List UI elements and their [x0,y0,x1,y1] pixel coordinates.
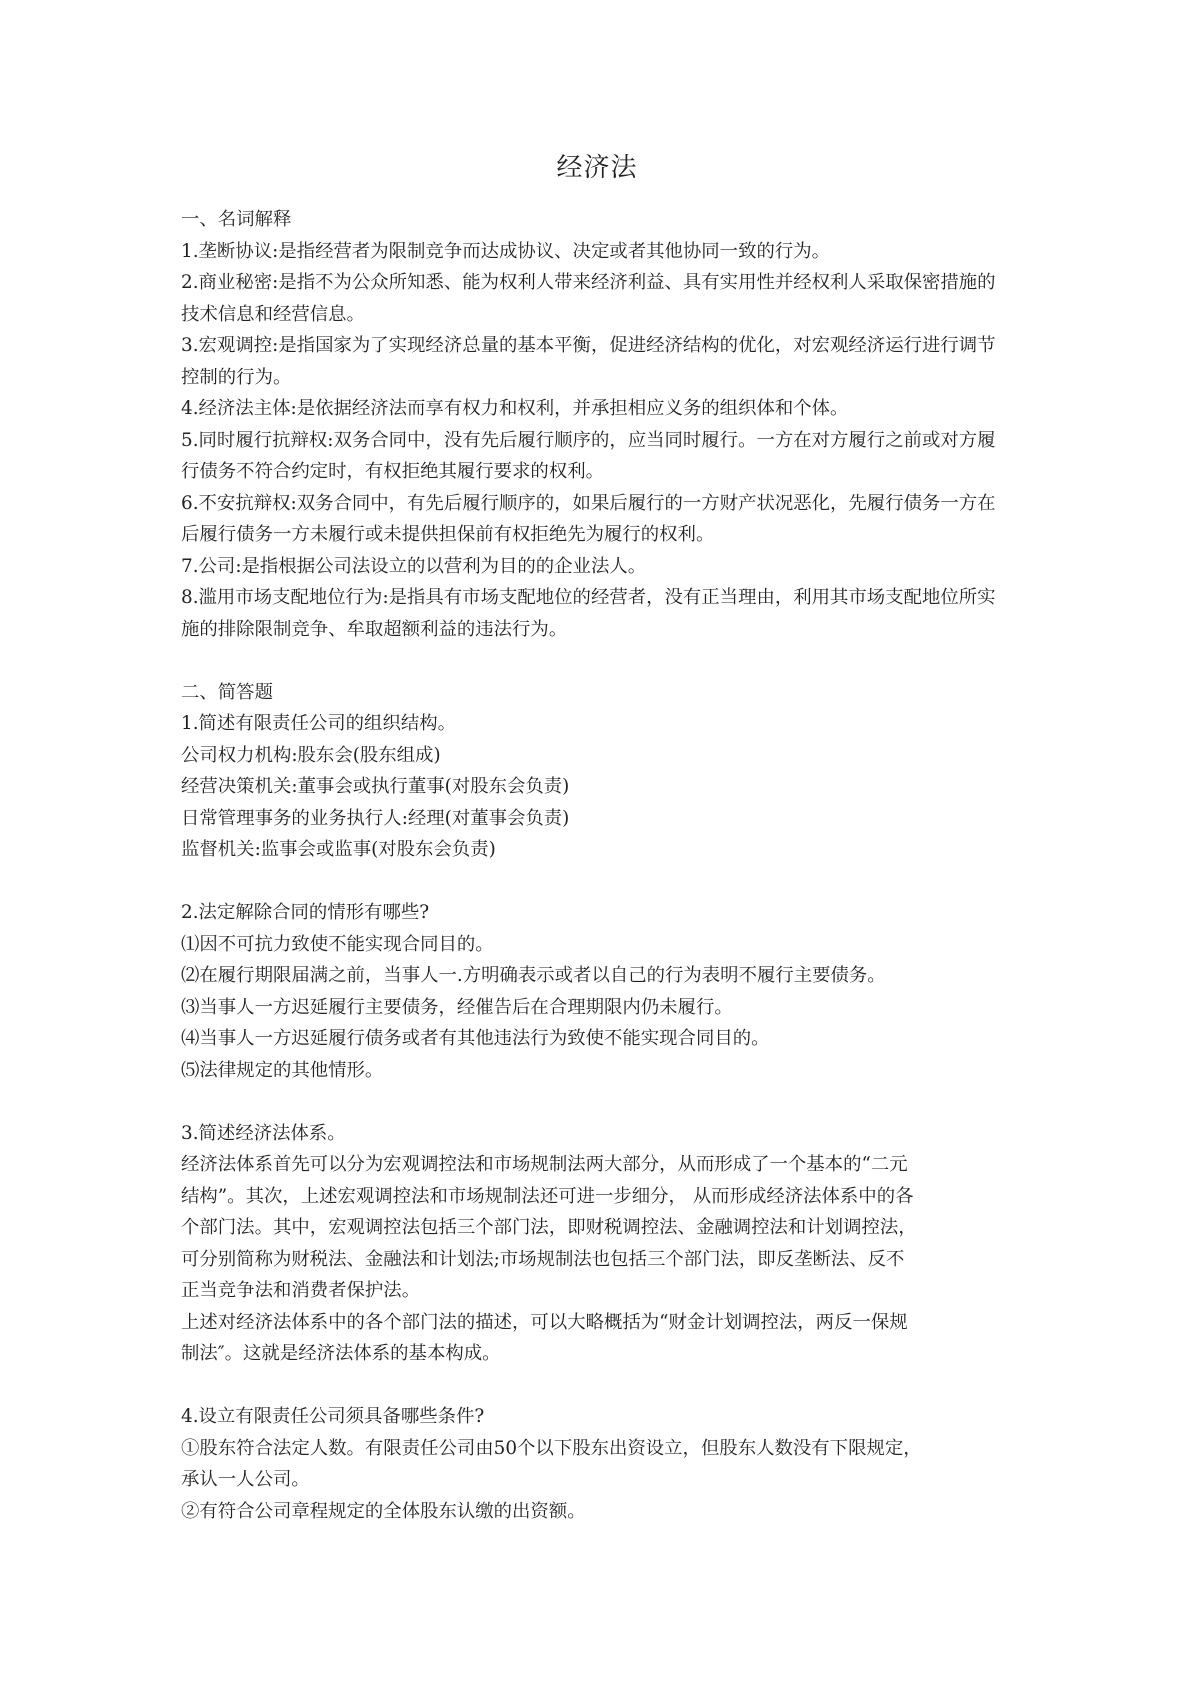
term-item: 3.宏观调控:是指国家为了实现经济总量的基本平衡，促进经济结构的优化，对宏观经济运行进行调节控制的行为。 [181,335,996,388]
term-item: 7.公司:是指根据公司法设立的以营利为目的的企业法人。 [181,555,647,577]
spacer [181,866,1013,898]
answer-line: 日常管理事务的业务执行人:经理(对董事会负责) [181,807,570,829]
question-title: 3.简述经济法体系。 [181,1122,346,1144]
term-item: 1.垄断协议:是指经营者为限制竞争而达成协议、决定或者其他协同一致的行为。 [181,240,831,262]
spacer [181,1086,1013,1118]
term-item: 4.经济法主体:是依据经济法而享有权力和权利，并承担相应义务的组织体和个体。 [181,398,849,419]
question-title: 1.简述有限责任公司的组织结构。 [181,713,457,734]
section-heading-terms: 一、名词解释 [181,209,292,230]
answer-line: 承认一人公司。 [181,1469,310,1490]
answer-line: ⑶当事人一方迟延履行主要债务，经催告后在合理期限内仍未履行。 [181,996,733,1018]
term-item: 5.同时履行抗辩权:双务合同中，没有先后履行顺序的，应当同时履行。一方在对方履行之前或对方履行债务不符合约定时，有权拒绝其履行要求的权利。 [181,429,996,482]
question-title: 4.设立有限责任公司须具备哪些条件? [181,1406,485,1427]
answer-line: 公司权力机构:股东会(股东组成) [181,744,441,766]
answer-line: 监督机关:监事会或监事(对股东会负责) [181,839,496,860]
section-heading-short-answer: 二、简答题 [181,681,273,703]
answer-line: 个部门法。其中，宏观调控法包括三个部门法，即财税调控法、金融调控法和计划调控法， [181,1217,917,1238]
answer-line: ⑷当事人一方迟延履行债务或者有其他违法行为致使不能实现合同目的。 [181,1028,770,1049]
answer-line: ①股东符合法定人数。有限责任公司由50个以下股东出资设立，但股东人数没有下限规定， [181,1437,922,1459]
answer-line: 经营决策机关:董事会或执行董事(对股东会负责) [181,776,570,797]
spacer [181,1370,1013,1402]
answer-line: ②有符合公司章程规定的全体股东认缴的出资额。 [181,1500,586,1522]
term-item: 6.不安抗辩权:双务合同中，有先后履行顺序的，如果后履行的一方财产状况恶化，先履行债务一方在后履行债务一方未履行或未提供担保前有权拒绝先为履行的权利。 [181,492,996,545]
term-item: 8.滥用市场支配地位行为:是指具有市场支配地位的经营者，没有正当理由，利用其市场支配地位所实施的排除限制竞争、牟取超额利益的违法行为。 [181,587,996,640]
answer-line: 可分别简称为财税法、金融法和计划法;市场规制法也包括三个部门法，即反垄断法、反不 [181,1248,905,1270]
answer-line: 正当竞争法和消费者保护法。 [181,1280,421,1301]
answer-line: ⑴因不可抗力致使不能实现合同目的。 [181,933,494,955]
document-page [181,146,1013,1527]
answer-line: ⑸法律规定的其他情形。 [181,1059,384,1081]
question-title: 2.法定解除合同的情形有哪些? [181,902,430,923]
answer-line: ⑵在履行期限届满之前，当事人一.方明确表示或者以自己的行为表明不履行主要债务。 [181,965,886,986]
answer-line: 制法″。这就是经济法体系的基本构成。 [181,1343,501,1364]
term-item: 2.商业秘密:是指不为公众所知悉、能为权利人带来经济利益、具有实用性并经权利人采取保密措施的技术信息和经营信息。 [181,272,996,325]
document-title: 经济法 [556,153,638,183]
spacer [181,645,1013,677]
answer-line: 上述对经济法体系中的各个部门法的描述，可以大略概括为“财金计划调控法，两反一保规 [181,1311,908,1333]
answer-line: 结构”。其次，上述宏观调控法和市场规制法还可进一步细分， 从而形成经济法体系中的各 [181,1185,914,1207]
answer-line: 经济法体系首先可以分为宏观调控法和市场规制法两大部分，从而形成了一个基本的“二元 [181,1154,908,1175]
